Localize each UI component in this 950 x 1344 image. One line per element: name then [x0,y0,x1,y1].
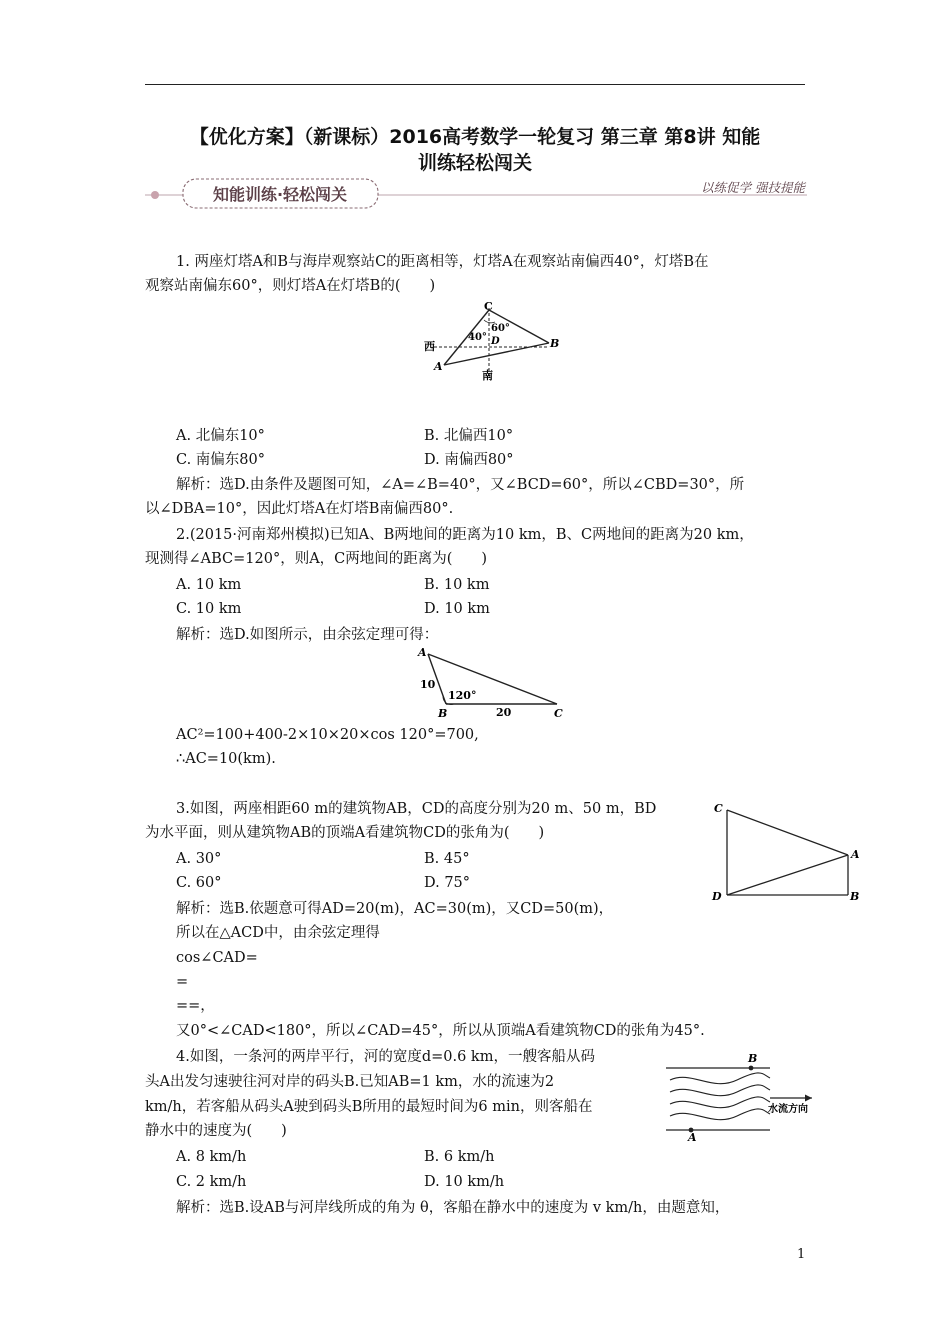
q1-option-c: C. 南偏东80° [176,452,265,468]
q2-equation-1: AC²=100+400-2×10×20×cos 120°=700, [176,727,479,743]
q2-option-c: C. 10 km [176,601,242,617]
q3-stem-line-1: 3.如图，两座相距60 m的建筑物AB，CD的高度分别为20 m、50 m，BD [176,801,657,817]
title-line-2: 训练轻松闯关 [417,152,532,174]
q3-option-b: B. 45° [424,851,470,867]
title-line-1: 【优化方案】（新课标）2016高考数学一轮复习 第三章 第8讲 知能 [189,126,761,148]
q3-label-a: A [851,848,860,861]
q2-option-d: D. 10 km [424,601,490,617]
q3-solution-line-4: = [176,974,189,990]
q3-stem-line-2: 为水平面，则从建筑物AB的顶端A看建筑物CD的张角为( ) [145,825,545,841]
page-number: 1 [797,1247,806,1262]
top-rule [145,84,805,85]
q2-equation-2: ∴AC=10(km). [176,751,276,767]
q4-stem-line-1: 4.如图，一条河的两岸平行，河的宽度d=0.6 km，一艘客船从码 [176,1049,595,1065]
section-banner [145,176,807,210]
q3-label-c: C [714,802,723,815]
q3-solution-line-1: 解析：选B.依题意可得AD=20(m)，AC=30(m)，又CD=50(m)， [176,901,614,917]
q1-angle-40: 40° [468,332,487,343]
q1-label-west: 西 [424,340,435,353]
q4-stem-line-2: 头A出发匀速驶往河对岸的码头B.已知AB=1 km，水的流速为2 [145,1074,555,1090]
q4-option-b: B. 6 km/h [424,1149,495,1165]
q4-solution-line-1: 解析：选B.设AB与河岸线所成的角为 θ，客船在静水中的速度为 v km/h，由题意知， [176,1200,730,1216]
q4-label-b: B [748,1052,758,1065]
q1-angle-60: 60° [491,323,510,334]
q4-stem-line-4: 静水中的速度为( ) [145,1123,287,1139]
q2-solution-line-1: 解析：选D.如图所示，由余弦定理可得： [176,627,439,643]
q1-figure [420,298,570,384]
q3-figure [708,798,868,908]
banner-label: 知能训练·轻松闯关 [212,185,348,204]
q1-label-c: C [484,300,493,313]
q2-option-a: A. 10 km [176,577,242,593]
q4-label-a: A [688,1131,697,1142]
q4-option-c: C. 2 km/h [176,1174,247,1190]
q3-solution-line-2: 所以在△ACD中，由余弦定理得 [176,925,380,941]
q2-angle-120: 120° [448,689,477,702]
q2-label-c: C [554,707,563,720]
page-title [145,124,805,176]
q4-option-a: A. 8 km/h [176,1149,247,1165]
q3-solution-line-3: cos∠CAD= [176,950,258,966]
q1-option-a: A. 北偏东10° [176,428,265,444]
q3-solution-line-6: 又0°<∠CAD<180°，所以∠CAD=45°，所以从顶端A看建筑物CD的张角为45°. [176,1023,705,1039]
q2-option-b: B. 10 km [424,577,490,593]
q2-stem-line-1: 2.(2015·河南郑州模拟)已知A、B两地间的距离为10 km，B、C两地间的距离为20 km， [176,527,754,543]
q4-flow-label: 水流方向 [768,1104,808,1115]
q1-solution-line-1: 解析：选D.由条件及题图可知，∠A=∠B=40°，又∠BCD=60°，所以∠CBD=30°，所 [176,477,745,493]
q4-option-d: D. 10 km/h [424,1174,505,1190]
q3-label-b: B [850,890,860,903]
q1-stem-line-2: 观察站南偏东60°，则灯塔A在灯塔B的( ) [145,278,436,294]
q3-option-c: C. 60° [176,875,222,891]
q3-label-d: D [712,890,722,903]
q4-figure [662,1050,822,1142]
q1-label-b: B [550,337,560,350]
q3-option-d: D. 75° [424,875,471,891]
q4-stem-line-3: km/h，若客船从码头A驶到码头B所用的最短时间为6 min，则客船在 [145,1099,593,1115]
q3-option-a: A. 30° [176,851,222,867]
q1-stem-line-1: 1. 两座灯塔A和B与海岸观察站C的距离相等，灯塔A在观察站南偏西40°，灯塔B在 [176,254,709,270]
q1-label-a: A [434,360,443,373]
q2-stem-line-2: 现测得∠ABC=120°，则A，C两地间的距离为( ) [145,551,488,567]
q1-label-d: D [491,336,500,347]
q2-label-bc: 20 [496,706,512,719]
q2-label-b: B [438,707,448,720]
q3-solution-line-5: ==， [176,998,215,1014]
banner-dot-left [151,191,159,199]
q1-option-b: B. 北偏西10° [424,428,514,444]
q1-solution-line-2: 以∠DBA=10°，因此灯塔A在灯塔B南偏西80°. [145,501,454,517]
q2-figure [412,644,572,720]
banner-slogan: 以练促学 强技提能 [701,180,805,195]
q2-label-ab: 10 [420,678,436,691]
q2-label-a: A [418,646,427,659]
q1-label-south: 南 [482,369,493,382]
q1-option-d: D. 南偏西80° [424,452,514,468]
